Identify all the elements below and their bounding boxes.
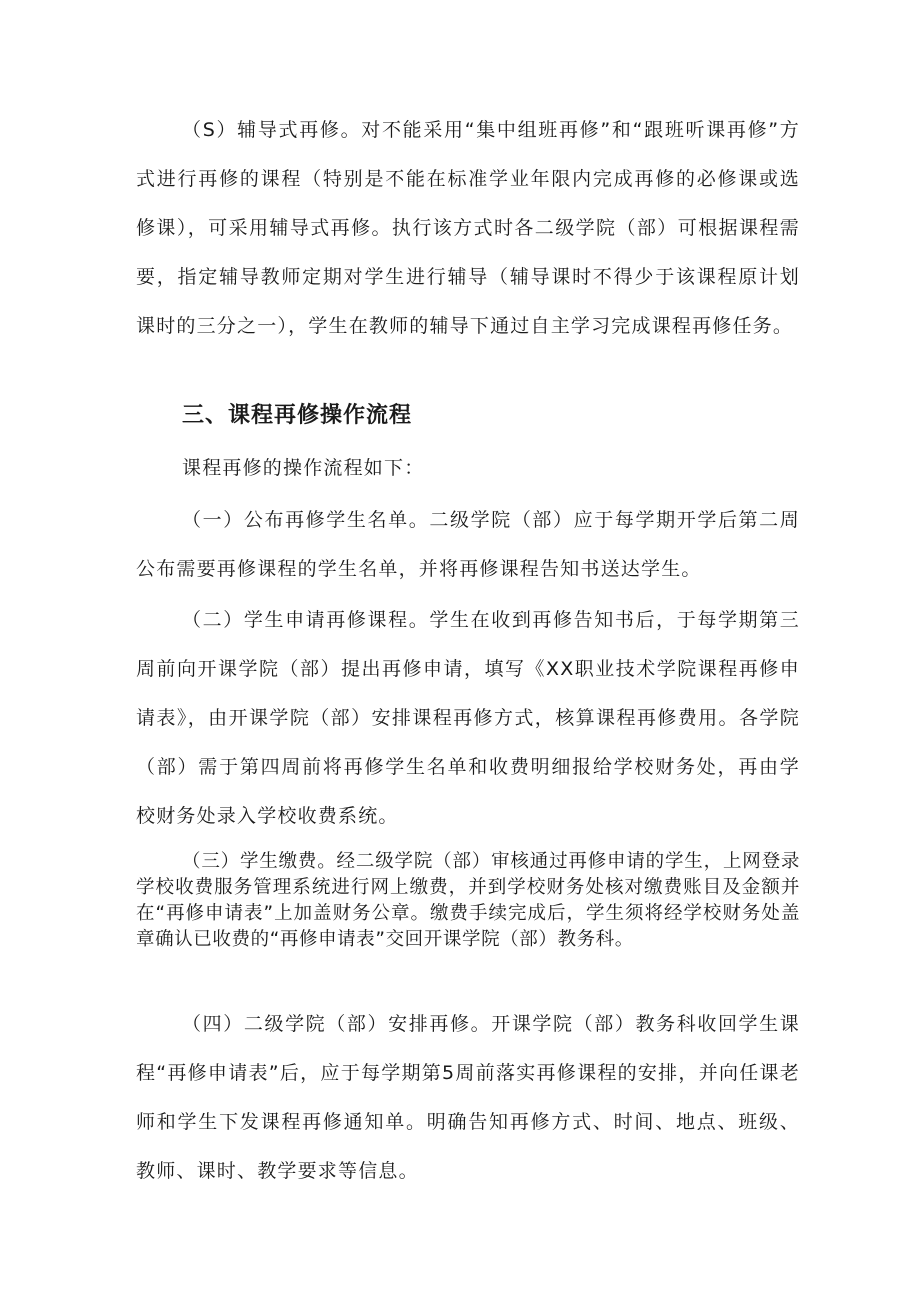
paragraph-step-3: （三）学生缴费。经二级学院（部）审核通过再修申请的学生，上网登录学校收费服务管理系统进行网上缴费，并到学校财务处核对缴费账目及金额并在“再修申请表”上加盖财务公章。缴费手续完成后，学生须将经学校财务处盖章确认已收费的“再修申请表”交回开课学院（部）教务科。 — [136, 851, 800, 950]
paragraph-step-4: （四）二级学院（部）安排再修。开课学院（部）教务科收回学生课程“再修申请表”后，应于每学期第5周前落实再修课程的安排，并向任课老师和学生下发课程再修通知单。明确告知再修方式、时间、地点、班级、教师、课时、教学要求等信息。 — [136, 1013, 800, 1182]
paragraph-remedial-tutoring: （S）辅导式再修。对不能采用“集中组班再修”和“跟班听课再修”方式进行再修的课程（特别是不能在标准学业年限内完成再修的必修课或选修课），可采用辅导式再修。执行该方式时各二级学院（部）可根据课程需要，指定辅导教师定期对学生进行辅导（辅导课时不得少于该课程原计划课时的三分之一），学生在教师的辅导下通过自主学习完成课程再修任务。 — [136, 119, 800, 337]
section-heading: 三、课程再修操作流程 — [182, 403, 413, 428]
section-intro: 课程再修的操作流程如下： — [182, 457, 425, 479]
paragraph-step-1: （一）公布再修学生名单。二级学院（部）应于每学期开学后第二周公布需要再修课程的学生名单，并将再修课程告知书送达学生。 — [136, 509, 800, 580]
paragraph-step-2: （二）学生申请再修课程。学生在收到再修告知书后，于每学期第三周前向开课学院（部）提出再修申请，填写《XX职业技术学院课程再修申请表》，由开课学院（部）安排课程再修方式，核算课程再修费用。各学院（部）需于第四周前将再修学生名单和收费明细报给学校财务处，再由学校财务处录入学校收费系统。 — [136, 609, 800, 827]
